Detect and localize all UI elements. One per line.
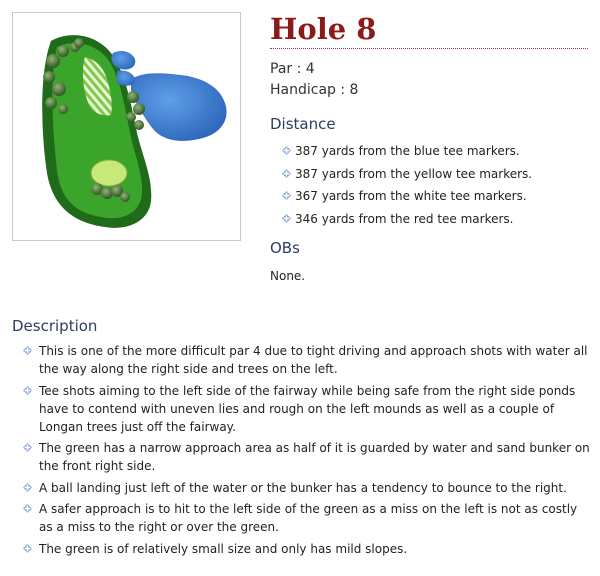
diamond-plus-bullet-icon	[23, 443, 32, 452]
diamond-plus-bullet-icon	[23, 504, 32, 513]
description-item	[12, 540, 592, 558]
title-divider	[270, 48, 588, 49]
distance-item-white	[270, 189, 588, 204]
description-item	[12, 342, 592, 378]
distance-item-red	[270, 212, 588, 227]
distance-item-text: 387 yards from the blue tee markers.	[295, 144, 520, 158]
description-item	[12, 500, 592, 536]
description-heading: Description	[12, 317, 98, 335]
diamond-plus-bullet-icon	[23, 544, 32, 553]
distance-item-yellow	[270, 167, 588, 182]
description-item-text: A ball landing just left of the water or the bunker has a tendency to bounce to the right.	[39, 480, 567, 495]
distance-item-text: 387 yards from the yellow tee markers.	[295, 166, 533, 181]
handicap-value: Handicap : 8	[270, 82, 359, 98]
description-item-text: Tee shots aiming to the left side of the fairway while being safe from the right side ponds have to contend with uneven lies and rough on the left mounds as well as a couple of Longan trees just off the fairway.	[39, 383, 576, 434]
description-item-text: This is one of the more difficult par 4 due to tight driving and approach shots with water all the way along the right side and trees on the left.	[39, 344, 588, 376]
hole-title: Hole 8	[270, 12, 377, 46]
description-item	[12, 439, 592, 475]
diamond-plus-bullet-icon	[282, 191, 291, 200]
diamond-plus-bullet-icon	[282, 146, 291, 155]
obs-value: None.	[270, 268, 306, 283]
diamond-plus-bullet-icon	[23, 386, 32, 395]
obs-heading: OBs	[270, 238, 300, 257]
distance-item-text: 346 yards from the red tee markers.	[295, 211, 514, 226]
diamond-plus-bullet-icon	[282, 214, 291, 223]
distance-list	[270, 144, 588, 227]
diamond-plus-bullet-icon	[23, 483, 32, 492]
distance-item-blue	[270, 144, 588, 159]
diamond-plus-bullet-icon	[23, 346, 32, 355]
description-item-text: The green has a narrow approach area as half of it is guarded by water and sand bunker on the front right side.	[39, 441, 590, 473]
description-item-text: A safer approach is to hit to the left side of the green as a miss on the left is not as costly as a miss to the right or over the green.	[39, 502, 578, 534]
distance-heading: Distance	[270, 115, 336, 133]
par-value: Par : 4	[270, 61, 315, 77]
hole-info	[270, 10, 588, 284]
description-list	[12, 342, 592, 558]
hole-map	[12, 12, 241, 241]
hole-map-image	[13, 13, 240, 240]
distance-item-text: 367 yards from the white tee markers.	[295, 189, 527, 203]
description-item	[12, 382, 592, 436]
description-item	[12, 479, 592, 497]
description-item-text: The green is of relatively small size and only has mild slopes.	[39, 541, 408, 556]
diamond-plus-bullet-icon	[282, 169, 291, 178]
description-section	[12, 316, 592, 561]
